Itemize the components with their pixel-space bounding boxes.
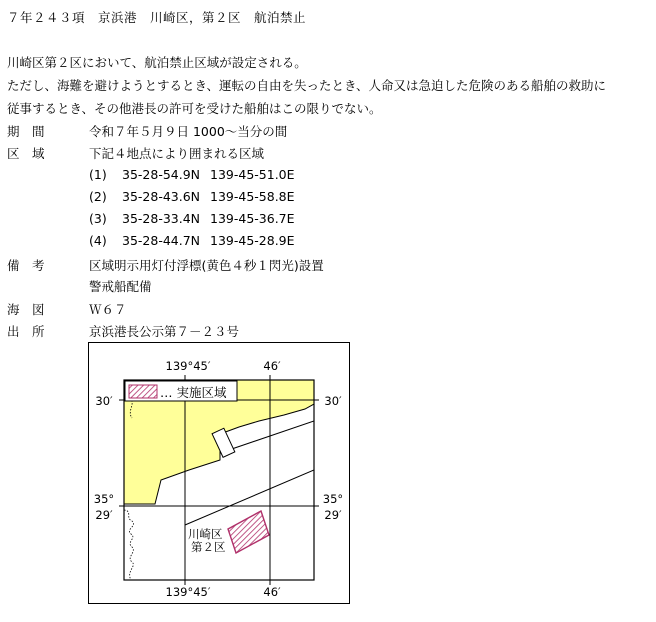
shore-edge [124,510,134,580]
lat-label-lower-left-min: 29′ [95,508,113,522]
lat-label-upper-left: 30′ [95,394,113,408]
point-lat: 35-28-43.6N [122,189,201,204]
chart-label: 海 図 [7,302,45,317]
area-label: 区 域 [7,146,45,161]
prohibited-area [228,511,269,553]
point-index: (2) [89,189,107,204]
remarks-line-2: 警戒船配備 [89,279,152,294]
period-label: 期 間 [7,124,45,139]
source-value: 京浜港長公示第７－２３号 [89,324,240,339]
point-lat: 35-28-33.4N [122,211,201,226]
notice-title: ７年２４３項 京浜港 川崎区，第２区 航泊禁止 [7,10,307,25]
lon-label-bottom-left: 139°45′ [165,585,211,599]
point-index: (3) [89,211,107,226]
point-lat: 35-28-44.7N [122,233,201,248]
area-chart-svg [89,343,349,603]
area-label-line-2: 第２区 [191,540,226,554]
remarks-label: 備 考 [7,258,45,273]
lat-label-lower-right-deg: 35° [322,492,344,506]
chart-value: Ｗ６７ [89,302,127,317]
remarks-line-1: 区域明示用灯付浮標(黄色４秒１閃光)設置 [89,258,324,273]
point-lon: 139-45-51.0E [210,167,295,182]
point-index: (1) [89,167,107,182]
period-value: 令和７年５月９日 1000～当分の間 [89,124,288,139]
point-index: (4) [89,233,107,248]
lon-label-bottom-right: 46′ [263,585,281,599]
point-lon: 139-45-28.9E [210,233,295,248]
legend-swatch [129,385,157,398]
notice-paragraph-1: 川崎区第２区において、航泊禁止区域が設定される。 [7,55,307,70]
lon-label-top-left: 139°45′ [165,359,211,373]
notice-paragraph-3: 従事するとき、その他港長の許可を受けた船舶はこの限りでない。 [7,101,382,116]
legend-label: … 実施区域 [160,385,227,400]
point-lon: 139-45-36.7E [210,211,295,226]
point-lat: 35-28-54.9N [122,167,201,182]
lat-label-upper-right: 30′ [324,394,342,408]
point-lon: 139-45-58.8E [210,189,295,204]
lat-label-lower-left-deg: 35° [93,492,115,506]
source-label: 出 所 [7,324,45,339]
area-chart [88,342,350,604]
lon-label-top-right: 46′ [263,359,281,373]
area-label-line-1: 川崎区 [188,527,223,541]
notice-paragraph-2: ただし、海難を避けようとするとき、運転の自由を失ったとき、人命又は急迫した危険のある船舶の救助に [7,78,607,93]
lat-label-lower-right-min: 29′ [324,508,342,522]
area-value: 下記４地点により囲まれる区域 [89,146,265,161]
